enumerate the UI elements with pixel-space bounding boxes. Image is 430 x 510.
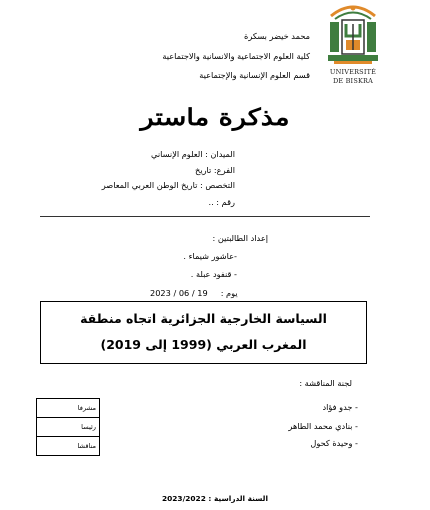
prepared-by-label: إعداد الطالبتين : <box>212 233 268 243</box>
divider-line <box>40 216 370 217</box>
university-logo <box>322 2 384 92</box>
branch-line: الفرع: تاريخ <box>195 165 235 175</box>
committee-member: - وحيدة كحول <box>310 438 358 448</box>
committee-member: - بنادي محمد الطاهر <box>288 421 358 431</box>
committee-member: - جدو فؤاد <box>322 402 358 412</box>
date-month: 06 <box>178 288 190 298</box>
biskra-emblem-icon <box>322 2 384 66</box>
number-line: رقم : .. <box>208 197 235 207</box>
thesis-title-line2: المغرب العربي (1999 إلى 2019) <box>100 337 307 352</box>
table-row <box>37 399 100 418</box>
student-name: -عاشور شيماء . <box>183 251 237 261</box>
thesis-title-line1: السياسة الخارجية الجزائرية اتجاه منطقة <box>80 311 327 326</box>
university-name: محمد خيضر بسكرة <box>244 31 310 41</box>
thesis-title-box <box>40 301 367 364</box>
committee-roles-table <box>36 398 100 456</box>
academic-year: السنة الدراسية : 2023/2022 <box>162 494 268 503</box>
table-row <box>37 418 100 437</box>
role-cell: مناقشا <box>37 437 100 456</box>
logo-text-line2: DE BISKRA <box>332 77 374 85</box>
memo-title: مذكرة ماستر <box>140 104 290 131</box>
role-cell: مشرفا <box>37 399 100 418</box>
specialty-line: التخصص : تاريخ الوطن العربي المعاصر <box>101 180 235 190</box>
role-cell: رئيسا <box>37 418 100 437</box>
date-day: 19 <box>197 288 208 298</box>
field-line: الميدان : العلوم الإنساني <box>151 149 235 159</box>
department-name: قسم العلوم الإنسانية والإجتماعية <box>199 70 310 80</box>
defense-date: 2023 / 06 / 19 يوم : <box>150 288 238 298</box>
faculty-name: كلية العلوم الاجتماعية والانسانية والاجتماعية <box>162 51 310 61</box>
date-day-label: يوم : <box>220 288 238 298</box>
student-name: - قنفود عبلة . <box>190 269 237 279</box>
committee-label: لجنة المناقشة : <box>299 378 352 388</box>
logo-text-line1: UNIVERSITÉ <box>329 68 377 76</box>
date-year: 2023 <box>150 288 171 298</box>
table-row <box>37 437 100 456</box>
